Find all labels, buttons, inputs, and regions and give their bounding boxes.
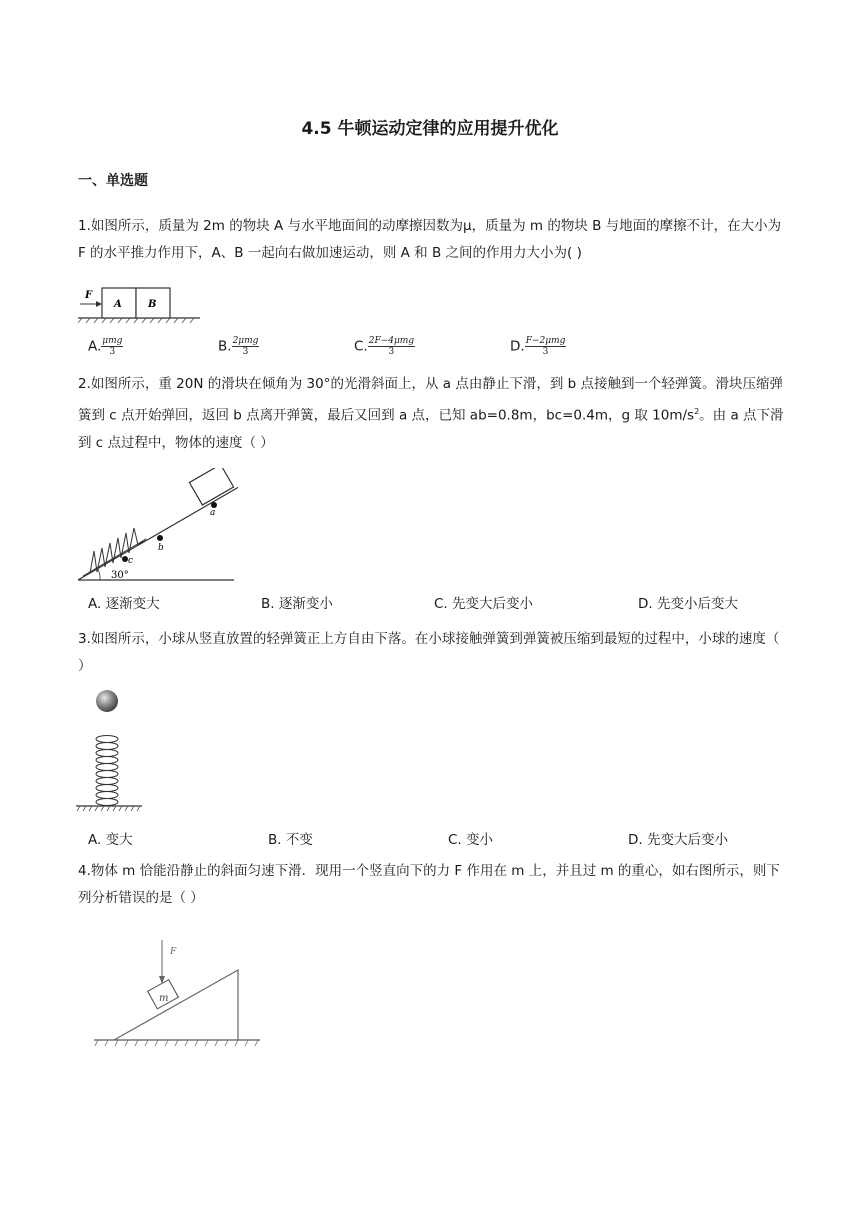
option-c[interactable]: C. 变小	[448, 832, 494, 848]
option-a[interactable]: A. 逐渐变大	[88, 596, 160, 612]
point-c-label: c	[128, 556, 134, 566]
question-1-figure	[78, 284, 200, 324]
page-title: 4.5 牛顿运动定律的应用提升优化	[301, 119, 559, 139]
mass-label: m	[159, 993, 169, 1004]
question-2-text: 2.如图所示，重 20N 的滑块在倾角为 30°的光滑斜面上，从 a 点由静止下滑，到 b 点接触到一个轻弹簧。滑块压缩弹簧到 c 点开始弹回，返回 b 点离开弹簧，最后又回到 a 点，已知 ab=0.8m，bc=0.4m，g 取 $10m/s^2$。由 a 点下滑到 c 点过程中，物体的速度（ ）	[78, 376, 784, 451]
option-c[interactable]: C. 先变大后变小	[434, 596, 534, 612]
question-1-text: 1.如图所示，质量为 2m 的物块 A 与水平地面间的动摩擦因数为μ，质量为 m 的物块 B 与地面的摩擦不计，在大小为 F 的水平推力作用下，A、B 一起向右做加速运动，则 A 和 B 之间的作用力大小为( )	[78, 218, 782, 261]
force-label: F	[170, 947, 177, 957]
option-b[interactable]: B. 不变	[268, 832, 313, 848]
force-label: F	[85, 290, 93, 301]
point-b-label: b	[158, 543, 164, 553]
option-a[interactable]: A. $\frac{\text{μmg}}{3}$	[88, 336, 123, 357]
option-b[interactable]: B. $\frac{\text{2μmg}}{3}$	[218, 336, 259, 357]
option-d[interactable]: D. 先变小后变大	[638, 596, 738, 612]
question-4-figure	[92, 934, 264, 1052]
option-d[interactable]: D. 先变大后变小	[628, 832, 728, 848]
point-a-label: a	[210, 508, 216, 518]
option-c[interactable]: C. $\frac{\text{2F−4μmg}}{3}$	[354, 336, 415, 357]
question-2-figure	[78, 468, 238, 586]
ball	[96, 690, 118, 712]
option-b[interactable]: B. 逐渐变小	[261, 596, 333, 612]
spring	[96, 736, 118, 806]
question-3-figure	[76, 688, 142, 814]
block-a-label: A	[114, 299, 122, 310]
section-heading: 一、单选题	[78, 173, 148, 189]
question-3-text: 3.如图所示，小球从竖直放置的轻弹簧正上方自由下落。在小球接触弹簧到弹簧被压缩到最短的过程中，小球的速度（ ）	[78, 631, 780, 674]
angle-label: 30°	[111, 570, 129, 581]
question-2-options	[88, 592, 788, 614]
option-d[interactable]: D. $\frac{\text{F−2μmg}}{3}$	[510, 336, 566, 357]
block-b-label: B	[148, 299, 157, 310]
question-3-options	[88, 828, 788, 850]
question-1-options	[88, 336, 788, 358]
option-a[interactable]: A. 变大	[88, 832, 133, 848]
question-4-text: 4.物体 m 恰能沿静止的斜面匀速下滑．现用一个竖直向下的力 F 作用在 m 上，并且过 m 的重心，如右图所示，则下列分析错误的是（ ）	[78, 863, 780, 906]
